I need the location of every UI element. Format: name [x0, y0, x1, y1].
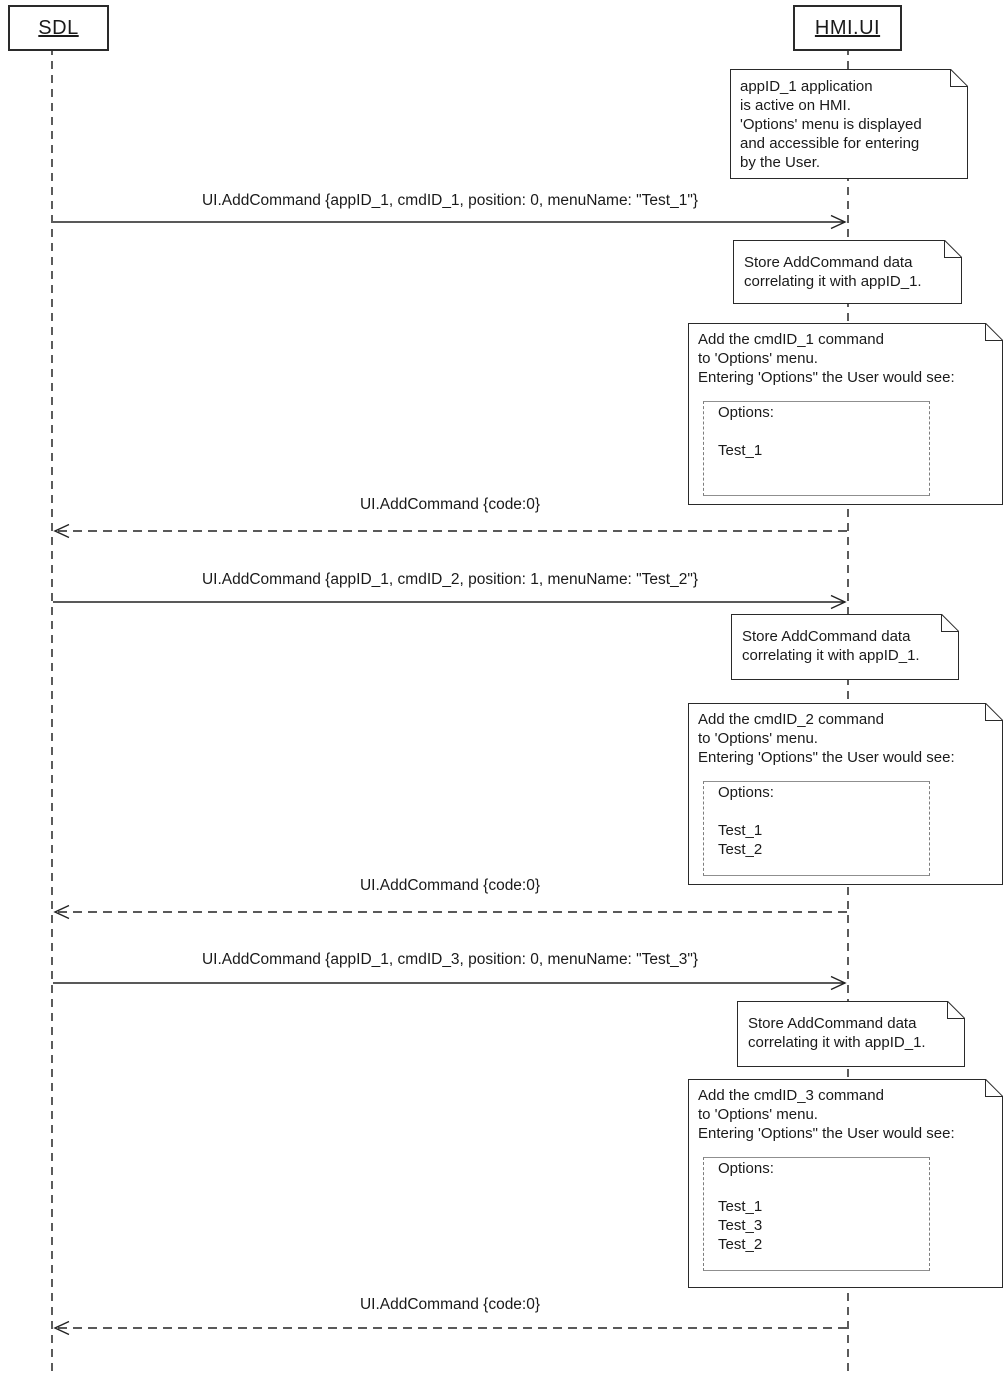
note-text-line: Store AddCommand data	[742, 628, 911, 645]
note-store-2	[731, 614, 959, 680]
menu-blank-row	[704, 460, 929, 479]
arrow-request-2	[53, 596, 845, 609]
note-text-line: Add the cmdID_2 command	[698, 711, 884, 728]
actor-hmi-ui	[793, 5, 902, 51]
note-fold-icon	[985, 703, 1003, 721]
note-text-line: by the User.	[740, 154, 821, 171]
message-response-3-label: UI.AddCommand {code:0}	[359, 1296, 541, 1313]
message-request-3-label: UI.AddCommand {appID_1, cmdID_3, position: 0, menuName: "Test_3"}	[201, 951, 699, 968]
actor-sdl-label: SDL	[38, 16, 79, 39]
note-text-line: to 'Options' menu.	[698, 350, 818, 367]
options-menu-preview-2	[703, 781, 930, 876]
note-text-line: correlating it with appID_1.	[744, 273, 922, 290]
arrow-response-1	[55, 525, 847, 538]
options-menu-preview-3	[703, 1157, 930, 1271]
menu-item: Test_3	[718, 1217, 763, 1234]
note-text-line: appID_1 application	[740, 78, 873, 95]
options-menu-preview-1	[703, 401, 930, 496]
actor-hmi-ui-label: HMI.UI	[814, 16, 881, 39]
menu-item: Test_1	[718, 822, 763, 839]
note-text-line: Entering 'Options" the User would see:	[698, 749, 955, 766]
note-app-active	[730, 69, 968, 179]
note-add-command-2	[688, 703, 1003, 885]
note-text-line: Entering 'Options" the User would see:	[698, 1125, 955, 1142]
menu-item: Test_2	[718, 1236, 763, 1253]
note-fold-icon	[985, 323, 1003, 341]
menu-item: Test_2	[718, 841, 763, 858]
menu-title: Options:	[718, 1160, 774, 1177]
arrow-request-1	[53, 216, 845, 229]
arrow-response-2	[55, 906, 847, 919]
note-add-command-1	[688, 323, 1003, 505]
message-response-1-label: UI.AddCommand {code:0}	[359, 496, 541, 513]
arrow-response-3	[55, 1322, 847, 1335]
note-text-line: correlating it with appID_1.	[742, 647, 920, 664]
menu-item: Test_1	[718, 1198, 763, 1215]
note-text-line: 'Options' menu is displayed	[740, 116, 922, 133]
actor-sdl	[8, 5, 109, 51]
menu-item: Test_1	[718, 442, 763, 459]
note-text-line: to 'Options' menu.	[698, 730, 818, 747]
note-fold-icon	[985, 1079, 1003, 1097]
message-request-1-label: UI.AddCommand {appID_1, cmdID_1, position: 0, menuName: "Test_1"}	[201, 192, 699, 209]
message-request-2-label: UI.AddCommand {appID_1, cmdID_2, position: 1, menuName: "Test_2"}	[201, 571, 699, 588]
menu-blank-row	[704, 1178, 929, 1197]
note-add-command-3	[688, 1079, 1003, 1288]
menu-blank-row	[704, 422, 929, 441]
menu-title: Options:	[718, 404, 774, 421]
note-text-line: correlating it with appID_1.	[748, 1034, 926, 1051]
note-text-line: Add the cmdID_3 command	[698, 1087, 884, 1104]
note-text-line: to 'Options' menu.	[698, 1106, 818, 1123]
note-text-line: Store AddCommand data	[748, 1015, 917, 1032]
note-fold-icon	[950, 69, 968, 87]
note-text-line: Add the cmdID_1 command	[698, 331, 884, 348]
arrow-request-3	[53, 977, 845, 990]
note-text-line: Entering 'Options" the User would see:	[698, 369, 955, 386]
note-fold-icon	[944, 240, 962, 258]
note-store-1	[733, 240, 962, 304]
menu-title: Options:	[718, 784, 774, 801]
note-fold-icon	[941, 614, 959, 632]
note-text-line: and accessible for entering	[740, 135, 920, 152]
message-response-2-label: UI.AddCommand {code:0}	[359, 877, 541, 894]
note-store-3	[737, 1001, 965, 1067]
menu-blank-row	[704, 802, 929, 821]
note-text-line: is active on HMI.	[740, 97, 851, 114]
note-text-line: Store AddCommand data	[744, 254, 913, 271]
note-fold-icon	[947, 1001, 965, 1019]
